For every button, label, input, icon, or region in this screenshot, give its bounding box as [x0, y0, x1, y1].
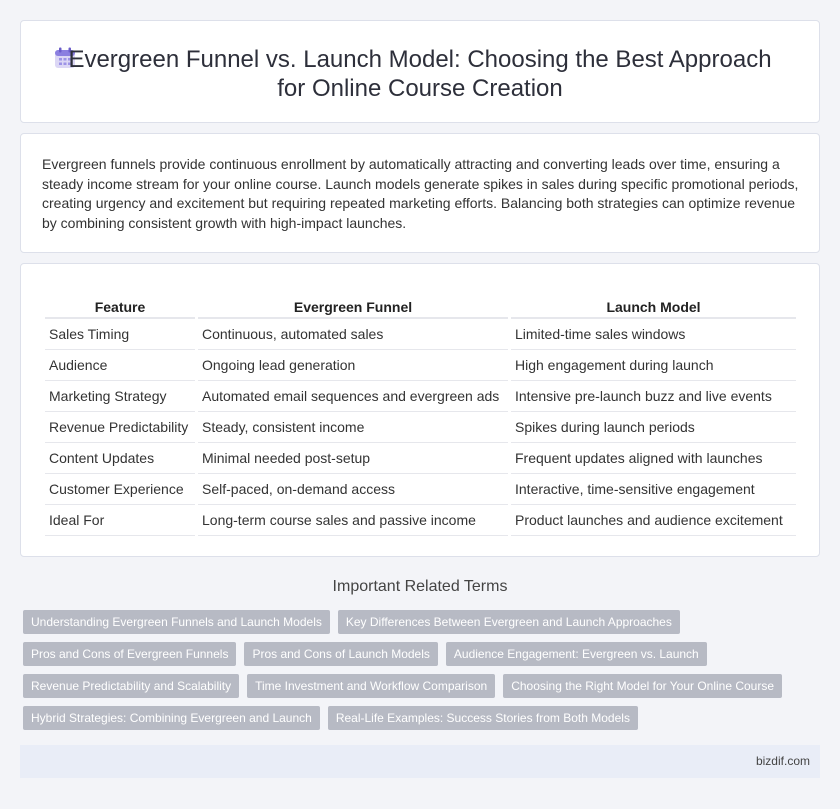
table-cell: Audience: [45, 350, 195, 381]
table-cell: Sales Timing: [45, 319, 195, 350]
table-cell: Ideal For: [45, 505, 195, 536]
tag-row: [23, 642, 823, 666]
table-cell: Ongoing lead generation: [198, 350, 508, 381]
related-term-tag[interactable]: Pros and Cons of Launch Models: [244, 642, 437, 666]
table-cell: Revenue Predictability: [45, 412, 195, 443]
related-term-tag[interactable]: Revenue Predictability and Scalability: [23, 674, 239, 698]
comparison-table: [42, 295, 799, 536]
related-term-tag[interactable]: Key Differences Between Evergreen and Launch Approaches: [338, 610, 680, 634]
related-terms-title: Important Related Terms: [332, 578, 508, 595]
table-cell: Content Updates: [45, 443, 195, 474]
header-evergreen-funnel: Evergreen Funnel: [198, 295, 508, 319]
tag-row: [23, 674, 823, 698]
comparison-table-card: [20, 263, 820, 557]
related-term-tag[interactable]: Pros and Cons of Evergreen Funnels: [23, 642, 236, 666]
summary-text: Evergreen funnels provide continuous enrollment by automatically attracting and converting leads over time, ensuring a steady income stream for your online course. Launch models generate spikes in sales during specific promotional periods, creating urgency and excitement but requiring repeated marketing efforts. Balancing both strategies can optimize revenue by combining consistent growth with high-impact launches.: [42, 156, 799, 231]
table-cell: Frequent updates aligned with launches: [511, 443, 796, 474]
table-row: [45, 505, 796, 536]
header-launch-model: Launch Model: [511, 295, 796, 319]
header-feature: Feature: [45, 295, 195, 319]
table-row: [45, 381, 796, 412]
title-card: [20, 20, 820, 123]
table-cell: Self-paced, on-demand access: [198, 474, 508, 505]
table-row: [45, 443, 796, 474]
table-cell: Long-term course sales and passive income: [198, 505, 508, 536]
tag-row: [23, 706, 823, 730]
related-terms-tags: [23, 610, 823, 738]
related-term-tag[interactable]: Hybrid Strategies: Combining Evergreen and Launch: [23, 706, 320, 730]
table-row: [45, 412, 796, 443]
table-cell: Continuous, automated sales: [198, 319, 508, 350]
table-cell: Interactive, time-sensitive engagement: [511, 474, 796, 505]
table-cell: Customer Experience: [45, 474, 195, 505]
footer-site: bizdif.com: [755, 754, 810, 768]
table-cell: Steady, consistent income: [198, 412, 508, 443]
table-cell: Product launches and audience excitement: [511, 505, 796, 536]
page-title-line-2: for Online Course Creation: [277, 75, 563, 102]
page-title: [21, 45, 819, 103]
related-term-tag[interactable]: Understanding Evergreen Funnels and Launch Models: [23, 610, 330, 634]
table-cell: Intensive pre-launch buzz and live events: [511, 381, 796, 412]
table-row: [45, 350, 796, 381]
table-row: [45, 474, 796, 505]
table-cell: Automated email sequences and evergreen ads: [198, 381, 508, 412]
table-cell: Limited-time sales windows: [511, 319, 796, 350]
tag-row: [23, 610, 823, 634]
table-cell: Marketing Strategy: [45, 381, 195, 412]
footer: [20, 745, 820, 778]
table-cell: High engagement during launch: [511, 350, 796, 381]
table-cell: Spikes during launch periods: [511, 412, 796, 443]
summary-card: [20, 133, 820, 253]
related-term-tag[interactable]: Audience Engagement: Evergreen vs. Launch: [446, 642, 707, 666]
page-title-line-1: Evergreen Funnel vs. Launch Model: Choosing the Best Approach: [68, 46, 772, 73]
table-row: [45, 319, 796, 350]
related-term-tag[interactable]: Real-Life Examples: Success Stories from Both Models: [328, 706, 638, 730]
related-term-tag[interactable]: Time Investment and Workflow Comparison: [247, 674, 495, 698]
related-term-tag[interactable]: Choosing the Right Model for Your Online Course: [503, 674, 782, 698]
table-cell: Minimal needed post-setup: [198, 443, 508, 474]
table-header-row: [45, 295, 796, 319]
